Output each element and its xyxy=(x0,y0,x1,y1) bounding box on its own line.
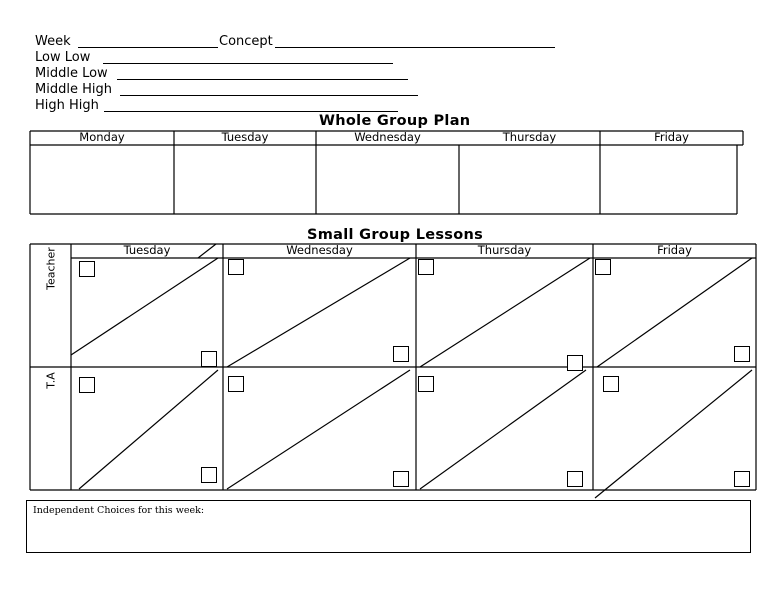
ta-wednesday-top-checkbox[interactable] xyxy=(228,376,244,392)
ta-wednesday-bottom-checkbox[interactable] xyxy=(393,471,409,487)
teacher-tuesday-bottom-checkbox[interactable] xyxy=(201,351,217,367)
teacher-thursday-bottom-checkbox[interactable] xyxy=(567,355,583,371)
ta-thursday-bottom-checkbox[interactable] xyxy=(567,471,583,487)
whole-group-cell-thursday[interactable] xyxy=(460,146,599,213)
ta-friday-top-checkbox[interactable] xyxy=(603,376,619,392)
teacher-thursday-top-checkbox[interactable] xyxy=(418,259,434,275)
whole-group-day-wednesday: Wednesday xyxy=(354,130,421,144)
small-group-day-friday: Friday xyxy=(657,243,692,257)
middle-low-label: Middle Low xyxy=(35,66,108,81)
row-label-ta: T.A xyxy=(44,372,58,389)
small-group-title: Small Group Lessons xyxy=(307,227,484,243)
whole-group-title: Whole Group Plan xyxy=(319,113,471,129)
ta-thursday-top-checkbox[interactable] xyxy=(418,376,434,392)
independent-choices-label: Independent Choices for this week: xyxy=(33,505,205,516)
week-label: Week xyxy=(35,34,71,49)
high-high-label: High High xyxy=(35,98,99,113)
row-label-teacher: Teacher xyxy=(44,247,58,290)
whole-group-day-friday: Friday xyxy=(654,130,689,144)
ta-friday-bottom-checkbox[interactable] xyxy=(734,471,750,487)
whole-group-day-thursday: Thursday xyxy=(502,130,557,144)
teacher-friday-top-checkbox[interactable] xyxy=(595,259,611,275)
ta-tuesday-bottom-checkbox[interactable] xyxy=(201,467,217,483)
teacher-wednesday-bottom-checkbox[interactable] xyxy=(393,346,409,362)
whole-group-cell-monday[interactable] xyxy=(31,146,173,213)
teacher-wednesday-top-checkbox[interactable] xyxy=(228,259,244,275)
teacher-tuesday-top-checkbox[interactable] xyxy=(79,261,95,277)
middle-high-label: Middle High xyxy=(35,82,112,97)
low-low-label: Low Low xyxy=(35,50,91,65)
independent-choices-box[interactable] xyxy=(26,500,751,553)
ta-tuesday-top-checkbox[interactable] xyxy=(79,377,95,393)
whole-group-cell-friday[interactable] xyxy=(601,146,736,213)
whole-group-cell-tuesday[interactable] xyxy=(175,146,315,213)
whole-group-day-tuesday: Tuesday xyxy=(221,130,269,144)
teacher-friday-bottom-checkbox[interactable] xyxy=(734,346,750,362)
small-group-day-tuesday: Tuesday xyxy=(123,243,171,257)
whole-group-day-monday: Monday xyxy=(79,130,125,144)
small-group-day-thursday: Thursday xyxy=(477,243,532,257)
concept-label: Concept xyxy=(219,34,273,49)
whole-group-cell-wednesday[interactable] xyxy=(317,146,458,213)
small-group-day-wednesday: Wednesday xyxy=(286,243,353,257)
